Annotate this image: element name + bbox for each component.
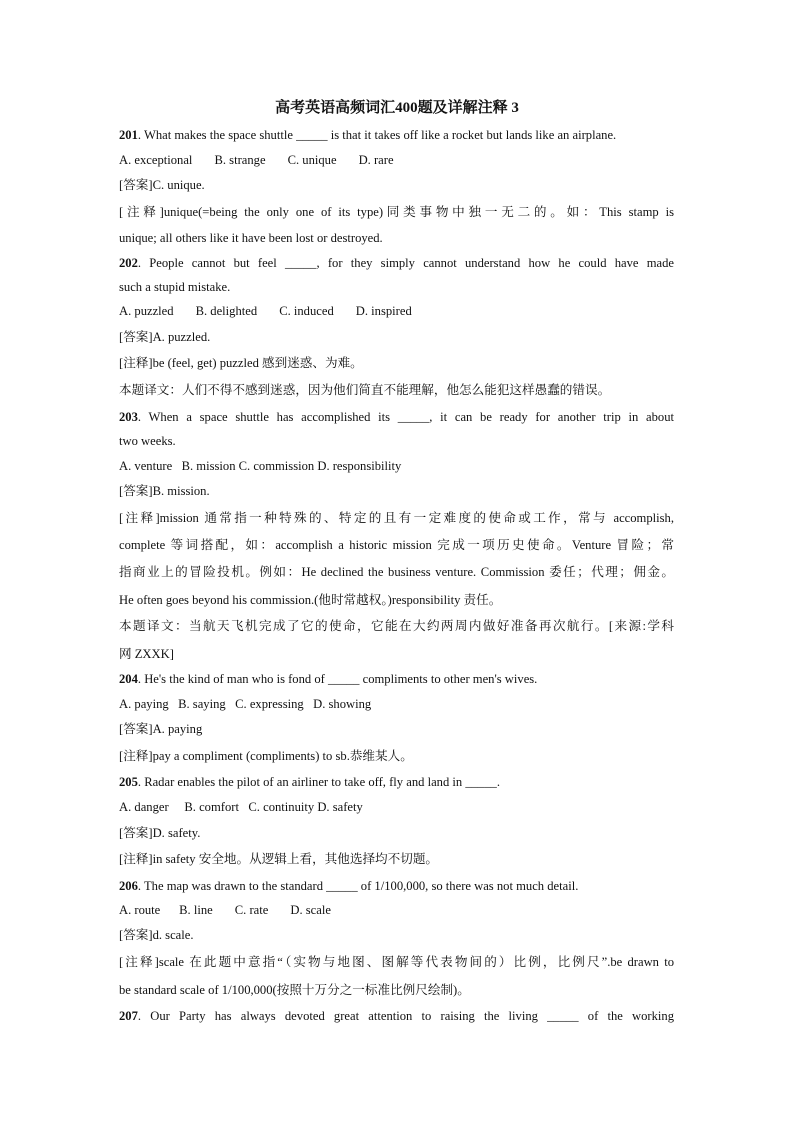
text-line [119, 483, 674, 499]
line-text: . When a space shuttle has accomplished its _____, it can be ready for another trip in about [137, 410, 674, 424]
line-text: . Radar enables the pilot of an airliner to take off, fly and land in _____. [137, 775, 500, 789]
text-line [119, 382, 674, 398]
line-text: [答案]A. puzzled. [119, 330, 211, 344]
question-line [119, 671, 674, 687]
text-line [119, 592, 674, 608]
question-line [119, 255, 674, 271]
line-text: [注释]scale 在此题中意指“（实物与地图、图解等代表物间的）比例，比例尺”.be drawn to [119, 955, 674, 969]
question-number: 204 [119, 672, 138, 686]
line-text: such a stupid mistake. [119, 280, 231, 294]
question-number: 206 [119, 879, 138, 893]
line-text: [答案]d. scale. [119, 928, 194, 942]
line-text: [注释]unique(=being the only one of its type)同类事物中独一无二的。如：This stamp is [119, 205, 674, 219]
text-line [119, 696, 674, 712]
question-number: 202 [119, 256, 138, 270]
text-line [119, 230, 674, 246]
line-text: A. paying B. saying C. expressing D. showing [119, 697, 372, 711]
line-text: unique; all others like it have been lost or destroyed. [119, 231, 383, 245]
line-text: 本题译文：人们不得不感到迷惑，因为他们简直不能理解，他怎么能犯这样愚蠢的错误。 [119, 383, 611, 397]
question-line [119, 878, 674, 894]
line-text: . Our Party has always devoted great attention to raising the living _____ of the working [137, 1009, 674, 1023]
line-text: 网 ZXXK] [119, 647, 174, 661]
line-text: A. route B. line C. rate D. scale [119, 903, 331, 917]
question-line [119, 409, 674, 425]
line-text: complete 等词搭配，如：accomplish a historic mission 完成一项历史使命。Venture 冒险；常 [119, 538, 674, 552]
text-line [119, 510, 674, 526]
text-line [119, 279, 674, 295]
text-line [119, 458, 674, 474]
text-line [119, 537, 674, 553]
line-text: be standard scale of 1/100,000(按照十万分之一标准比例尺绘制)。 [119, 983, 470, 997]
line-text: A. puzzled B. delighted C. induced D. inspired [119, 304, 412, 318]
page-title: 高考英语高频词汇400题及详解注释 3 [275, 100, 519, 116]
question-number: 205 [119, 775, 138, 789]
text-line [119, 329, 674, 345]
line-text: [答案]C. unique. [119, 178, 205, 192]
line-text: . The map was drawn to the standard _____ of 1/100,000, so there was not much detail. [137, 879, 579, 893]
text-line [119, 177, 674, 193]
text-line [119, 799, 674, 815]
line-text: . What makes the space shuttle _____ is that it takes off like a rocket but lands like an airplane. [137, 128, 617, 142]
line-text: [注释]be (feel, get) puzzled 感到迷惑、为难。 [119, 356, 363, 370]
text-line [119, 618, 674, 634]
line-text: . He's the kind of man who is fond of _____ compliments to other men's wives. [137, 672, 538, 686]
question-line [119, 127, 674, 143]
line-text: [注释]in safety 安全地。从逻辑上看，其他选择均不切题。 [119, 852, 439, 866]
question-number: 201 [119, 128, 138, 142]
text-line [119, 902, 674, 918]
question-line [119, 1008, 674, 1024]
text-line [119, 152, 674, 168]
line-text: [答案]B. mission. [119, 484, 210, 498]
line-text: [注释]pay a compliment (compliments) to sb.恭维某人。 [119, 749, 413, 763]
text-line [119, 564, 674, 580]
line-text: 指商业上的冒险投机。例如：He declined the business venture. Commission 委任；代理；佣金。 [119, 565, 674, 579]
question-number: 207 [119, 1009, 138, 1023]
text-line [119, 825, 674, 841]
text-line [119, 303, 674, 319]
line-text: [答案]D. safety. [119, 826, 201, 840]
line-text: . People cannot but feel _____, for they simply cannot understand how he could have made [137, 256, 674, 270]
text-line [119, 982, 674, 998]
text-line [119, 646, 674, 662]
text-line [119, 748, 674, 764]
text-line [119, 204, 674, 220]
question-line [119, 774, 674, 790]
line-text: [注释]mission 通常指一种特殊的、特定的且有一定难度的使命或工作，常与 accomplish, [119, 511, 674, 525]
text-line [119, 721, 674, 737]
text-line [119, 433, 674, 449]
line-text: two weeks. [119, 434, 176, 448]
question-number: 203 [119, 410, 138, 424]
text-line [119, 355, 674, 371]
line-text: [答案]A. paying [119, 722, 203, 736]
line-text: A. danger B. comfort C. continuity D. safety [119, 800, 363, 814]
text-line [119, 851, 674, 867]
line-text: A. venture B. mission C. commission D. responsibility [119, 459, 402, 473]
line-text: He often goes beyond his commission.(他时常越权。)responsibility 责任。 [119, 593, 502, 607]
line-text: A. exceptional B. strange C. unique D. rare [119, 153, 394, 167]
line-text: 本题译文：当航天飞机完成了它的使命，它能在大约两周内做好准备再次航行。[来源:学科 [119, 619, 674, 633]
text-line [119, 927, 674, 943]
text-line [119, 954, 674, 970]
